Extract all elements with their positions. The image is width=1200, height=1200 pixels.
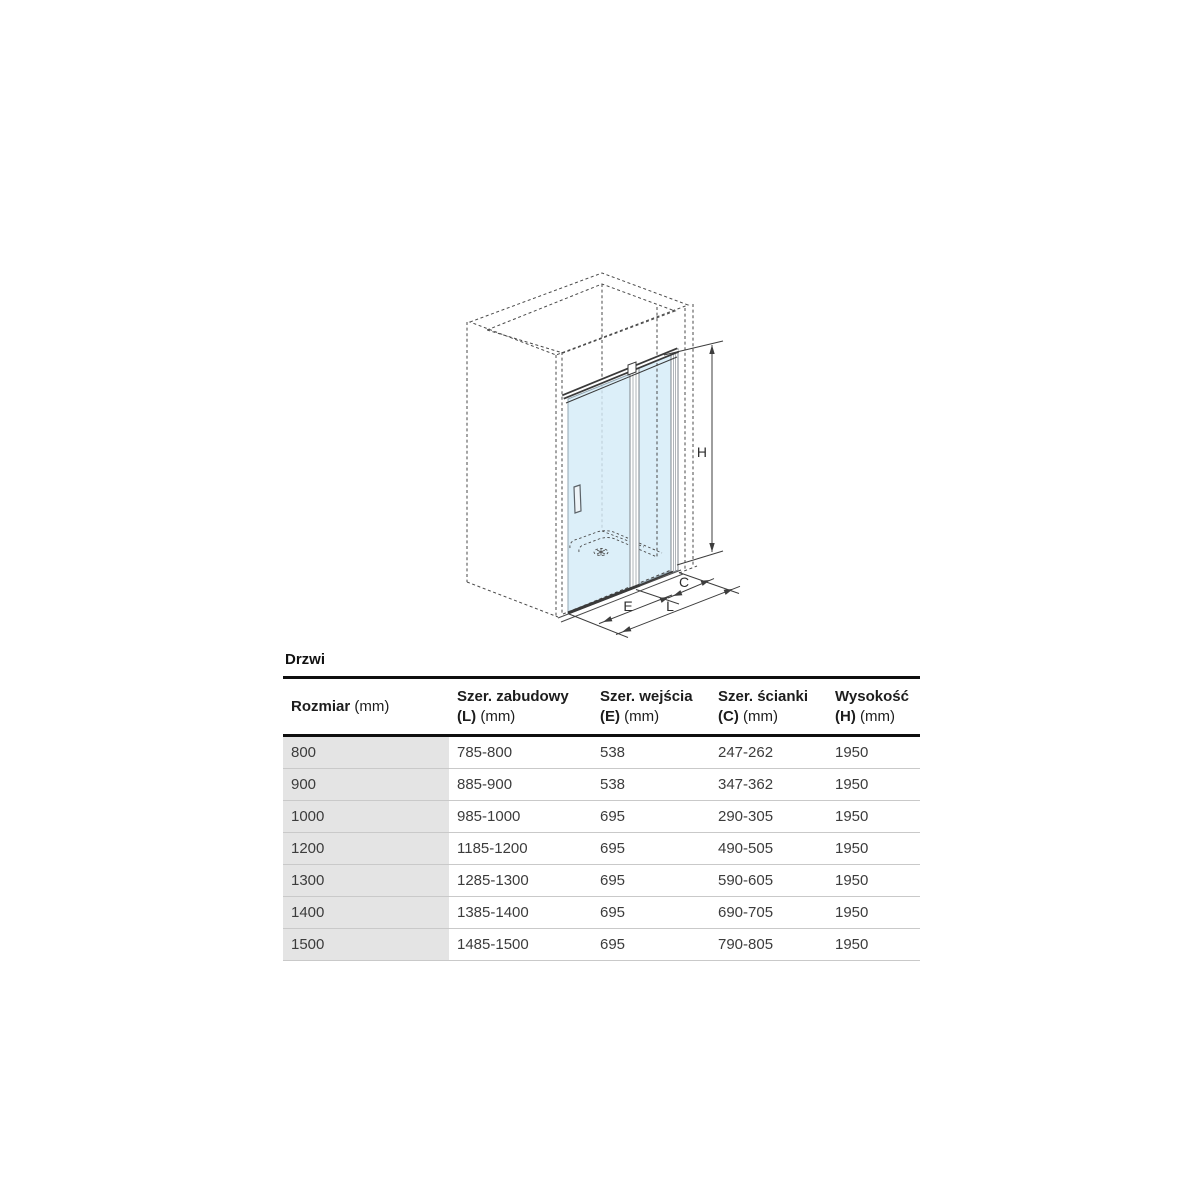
table-cell: 538 <box>600 776 626 793</box>
table-cell: 885-900 <box>457 776 513 793</box>
label-L: L <box>666 598 674 614</box>
label-E: E <box>623 598 633 614</box>
table-row <box>283 865 920 897</box>
table-cell: 1950 <box>835 744 869 761</box>
table-cell: 985-1000 <box>457 808 521 825</box>
table-cell: 690-705 <box>718 904 774 921</box>
table-cell: 290-305 <box>718 808 774 825</box>
table-cell: 1185-1200 <box>457 840 528 857</box>
table-cell: 695 <box>600 808 626 825</box>
table-cell: 695 <box>600 936 626 953</box>
table-cell: 538 <box>600 744 626 761</box>
table-cell: 695 <box>600 904 626 921</box>
size-table <box>283 676 920 961</box>
table-cell: 1385-1400 <box>457 904 529 921</box>
table-cell: 1950 <box>835 936 869 953</box>
table-cell: 1950 <box>835 840 869 857</box>
table-cell: 1950 <box>835 776 869 793</box>
table-row <box>283 737 920 769</box>
table-cell: 1500 <box>283 929 449 960</box>
table-header-row <box>283 679 920 737</box>
table-cell: 695 <box>600 840 626 857</box>
table-cell: 1200 <box>283 833 449 864</box>
table-cell: 695 <box>600 872 626 889</box>
wall-profile-frame <box>671 349 678 573</box>
table-cell: 900 <box>283 769 449 800</box>
column-header: Rozmiar (mm) <box>291 697 390 715</box>
table-cell: 1950 <box>835 808 869 825</box>
table-row <box>283 833 920 865</box>
column-header: Wysokość (H) (mm) <box>835 688 909 725</box>
table-row <box>283 769 920 801</box>
door-handle <box>574 485 581 513</box>
table-cell: 800 <box>283 737 449 768</box>
table-cell: 590-605 <box>718 872 774 889</box>
table-cell: 1950 <box>835 872 869 889</box>
table-cell: 1400 <box>283 897 449 928</box>
label-H: H <box>696 444 707 460</box>
table-cell: 1285-1300 <box>457 872 529 889</box>
table-title: Drzwi <box>285 651 326 668</box>
table-cell: 1485-1500 <box>457 936 529 953</box>
table-cell: 785-800 <box>457 744 513 761</box>
column-header: Szer. zabudowy (L) (mm) <box>457 688 569 725</box>
table-body <box>283 737 920 961</box>
table-cell: 1950 <box>835 904 869 921</box>
table-cell: 1300 <box>283 865 449 896</box>
table-row <box>283 929 920 961</box>
table-cell: 247-262 <box>718 744 774 761</box>
divider-frame <box>630 367 639 589</box>
shower-door-diagram <box>440 255 760 655</box>
table-row <box>283 801 920 833</box>
column-header: Szer. wejścia (E) (mm) <box>600 688 693 725</box>
table-cell: 1000 <box>283 801 449 832</box>
fixed-panel-glass <box>639 353 671 584</box>
table-cell: 490-505 <box>718 840 774 857</box>
label-C: C <box>678 574 690 590</box>
table-row <box>283 897 920 929</box>
column-header: Szer. ścianki (C) (mm) <box>718 688 809 725</box>
table-cell: 790-805 <box>718 936 774 953</box>
table-cell: 347-362 <box>718 776 774 793</box>
